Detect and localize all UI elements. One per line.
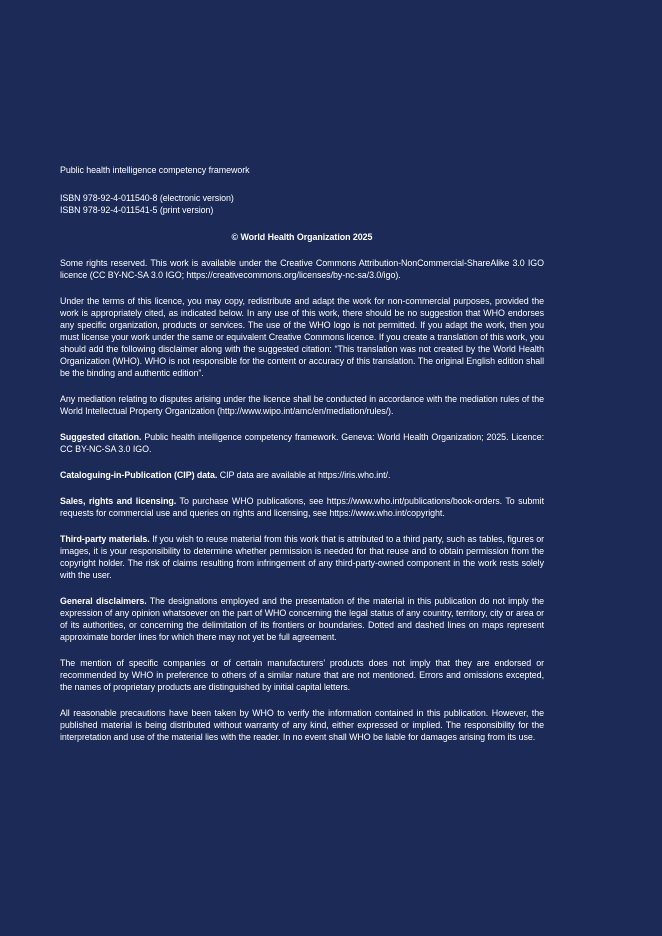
citation-paragraph <box>60 431 544 455</box>
disclaimers-lead: General disclaimers. <box>60 596 147 606</box>
isbn-block <box>60 192 544 216</box>
sales-paragraph <box>60 495 544 519</box>
copyright-page <box>60 164 544 743</box>
precautions-paragraph: All reasonable precautions have been taken by WHO to verify the information contained in this publication. However, the published material is being distributed without warranty of any kind, either expressed or implied. The responsibility for the interpretation and use of the material lies with the reader. In no event shall WHO be liable for damages arising from its use. <box>60 708 544 742</box>
publication-title: Public health intelligence competency framework <box>60 165 250 175</box>
third-party-paragraph <box>60 533 544 581</box>
citation-lead: Suggested citation. <box>60 432 142 442</box>
mention-paragraph: The mention of specific companies or of certain manufacturers’ products does not imply that they are endorsed or recommended by WHO in preference to others of a similar nature that are not mentioned. Errors and omissions excepted, the names of proprietary products are distinguished by initial capital letters. <box>60 658 544 692</box>
citation-text: Public health intelligence competency framework. Geneva: World Health Organization; 2025. Licence: CC BY-NC-SA 3.0 IGO. <box>60 432 544 454</box>
mediation-paragraph: Any mediation relating to disputes arising under the licence shall be conducted in accordance with the mediation rules of the World Intellectual Property Organization (http://www.wipo.int/amc/en/mediation/rules/). <box>60 394 544 416</box>
third-party-text: If you wish to reuse material from this work that is attributed to a third party, such as tables, figures or images, it is your responsibility to determine whether permission is needed for that reuse and to obtain permission from the copyright holder. The risk of claims resulting from infringement of any third-party-owned component in the work rests solely with the user. <box>60 534 544 580</box>
rights-paragraph: Some rights reserved. This work is available under the Creative Commons Attribution-NonCommercial-ShareAlike 3.0 IGO licence (CC BY-NC-SA 3.0 IGO; https://creativecommons.org/licenses/by-nc-sa/3.0/igo). <box>60 258 544 280</box>
third-party-lead: Third-party materials. <box>60 534 150 544</box>
cip-text: CIP data are available at https://iris.who.int/. <box>217 470 391 480</box>
licence-terms-paragraph: Under the terms of this licence, you may copy, redistribute and adapt the work for non-commercial purposes, provided the work is appropriately cited, as indicated below. In any use of this work, there should be no suggestion that WHO endorses any specific organization, products or services. The use of the WHO logo is not permitted. If you adapt the work, then you must license your work under the same or equivalent Creative Commons licence. If you create a translation of this work, you should add the following disclaimer along with the suggested citation: “This translation was not created by the World Health Organization (WHO). WHO is not responsible for the content or accuracy of this translation. The original English edition shall be the binding and authentic edition”. <box>60 296 544 378</box>
disclaimers-text: The designations employed and the presentation of the material in this publication do not imply the expression of any opinion whatsoever on the part of WHO concerning the legal status of any country, territory, city or area or of its authorities, or concerning the delimitation of its frontiers or boundaries. Dotted and dashed lines on maps represent approximate border lines for which there may not yet be full agreement. <box>60 596 545 642</box>
isbn-electronic: ISBN 978-92-4-011540-8 (electronic version) <box>60 193 234 203</box>
sales-lead: Sales, rights and licensing. <box>60 496 177 506</box>
disclaimers-paragraph <box>60 595 544 643</box>
cip-lead: Cataloguing-in-Publication (CIP) data. <box>60 470 218 480</box>
sales-text: To purchase WHO publications, see https://www.who.int/publications/book-orders. To submit requests for commercial use and queries on rights and licensing, see https://www.who.int/copyright. <box>60 496 544 518</box>
copyright-line: © World Health Organization 2025 <box>231 232 373 242</box>
isbn-print: ISBN 978-92-4-011541-5 (print version) <box>60 205 214 215</box>
cip-paragraph <box>60 469 544 481</box>
